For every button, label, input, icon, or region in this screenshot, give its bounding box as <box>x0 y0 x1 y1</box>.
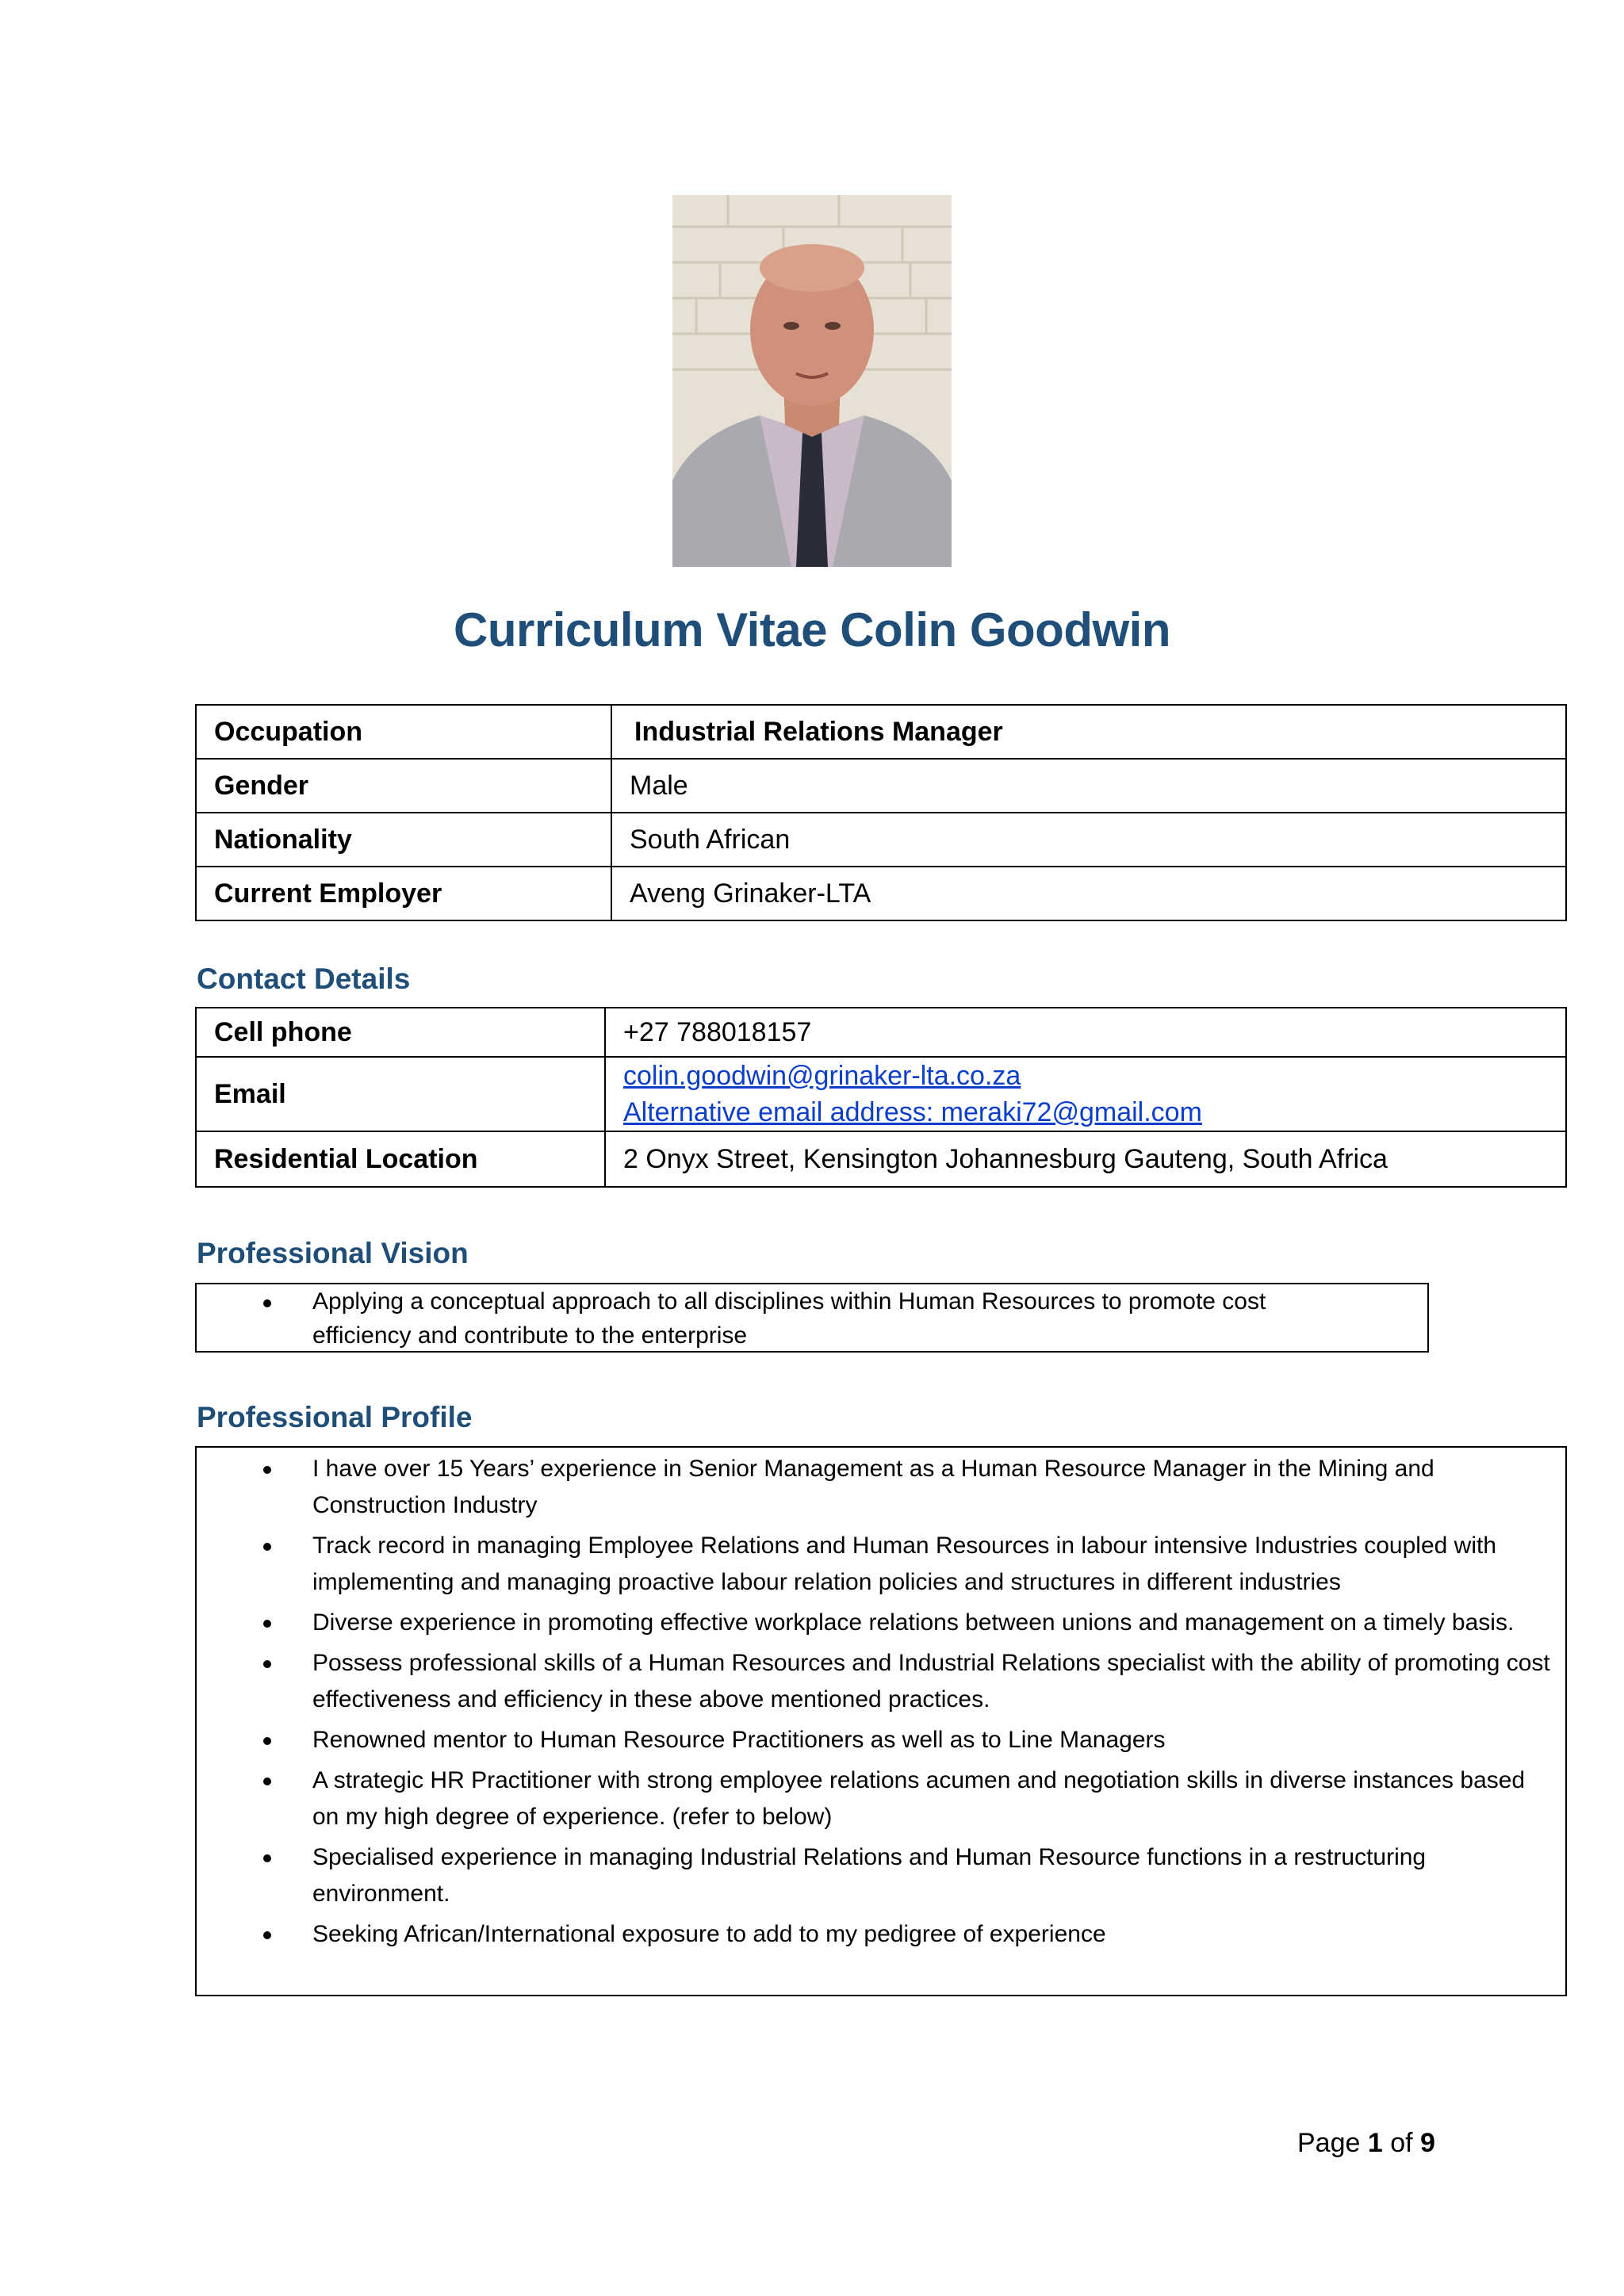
table-row <box>196 759 1566 813</box>
email-label: Email <box>196 1057 605 1131</box>
table-row <box>196 1008 1566 1057</box>
bullet-icon <box>263 1737 271 1745</box>
bullet-icon <box>263 1466 271 1474</box>
page-number: Page 1 of 9 <box>1297 2128 1435 2158</box>
table-row <box>196 867 1566 920</box>
bullet-icon <box>263 1620 271 1628</box>
list-item: A strategic HR Practitioner with strong employee relations acumen and negotiation skills in diverse instances based on my high degree of experience. (refer to below) <box>197 1762 1565 1835</box>
table-row <box>196 705 1566 759</box>
occupation-label: Occupation <box>196 705 611 759</box>
list-item: Specialised experience in managing Industrial Relations and Human Resource functions in a restructuring environment. <box>197 1839 1565 1912</box>
gender-label: Gender <box>196 759 611 813</box>
cell-phone-label: Cell phone <box>196 1008 605 1057</box>
alternative-email-link[interactable]: Alternative email address: meraki72@gmail.com <box>623 1097 1202 1127</box>
bullet-icon <box>263 1660 271 1668</box>
primary-email-link[interactable]: colin.goodwin@grinaker-lta.co.za <box>623 1061 1021 1091</box>
profile-list <box>197 1448 1565 1953</box>
table-row <box>196 1057 1566 1131</box>
gender-value: Male <box>611 759 1566 813</box>
email-cell <box>605 1057 1566 1131</box>
list-item: Diverse experience in promoting effective workplace relations between unions and management on a timely basis. <box>197 1605 1565 1641</box>
location-value: 2 Onyx Street, Kensington Johannesburg Gauteng, South Africa <box>605 1131 1566 1187</box>
list-item: Possess professional skills of a Human Resources and Industrial Relations specialist with the ability of promoting cost effectiveness and efficiency in these above mentioned practices. <box>197 1645 1565 1718</box>
employer-label: Current Employer <box>196 867 611 920</box>
contact-details-heading: Contact Details <box>197 962 411 995</box>
personal-details-table <box>195 704 1567 921</box>
bullet-icon <box>263 1299 271 1307</box>
occupation-value: Industrial Relations Manager <box>611 705 1566 759</box>
table-row <box>196 813 1566 867</box>
portrait-image <box>672 195 952 567</box>
table-row <box>196 1131 1566 1187</box>
cell-phone-value: +27 788018157 <box>605 1008 1566 1057</box>
professional-vision-heading: Professional Vision <box>197 1237 469 1269</box>
professional-profile-box <box>195 1446 1567 1996</box>
employer-value: Aveng Grinaker-LTA <box>611 867 1566 920</box>
list-item: Track record in managing Employee Relations and Human Resources in labour intensive Industries coupled with implementing and managing proactive labour relation policies and structures in different industries <box>197 1528 1565 1601</box>
portrait-photo <box>672 195 952 567</box>
nationality-label: Nationality <box>196 813 611 867</box>
bullet-icon <box>263 1854 271 1862</box>
list-item: I have over 15 Years’ experience in Senior Management as a Human Resource Manager in the Mining and Construction Industry <box>197 1451 1565 1524</box>
contact-details-table <box>195 1007 1567 1188</box>
vision-list <box>197 1284 1427 1353</box>
location-label: Residential Location <box>196 1131 605 1187</box>
document-title: Curriculum Vitae Colin Goodwin <box>454 603 1170 656</box>
bullet-icon <box>263 1777 271 1785</box>
list-item: Renowned mentor to Human Resource Practitioners as well as to Line Managers <box>197 1722 1565 1758</box>
professional-vision-box <box>195 1283 1429 1353</box>
list-item: Applying a conceptual approach to all disciplines within Human Resources to promote cost efficiency and contribute to the enterprise <box>197 1284 1427 1353</box>
list-item: Seeking African/International exposure to add to my pedigree of experience <box>197 1916 1565 1953</box>
nationality-value: South African <box>611 813 1566 867</box>
bullet-icon <box>263 1543 271 1551</box>
professional-profile-heading: Professional Profile <box>197 1401 473 1433</box>
bullet-icon <box>263 1931 271 1939</box>
